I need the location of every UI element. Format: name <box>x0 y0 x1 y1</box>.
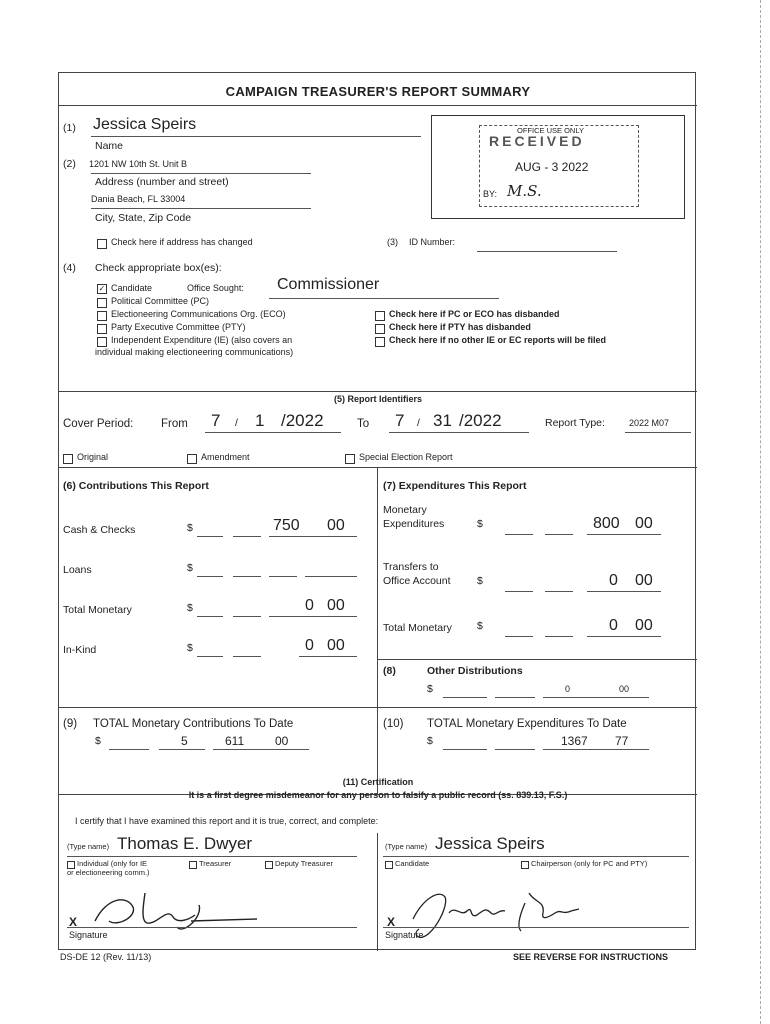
total-monetary-label: Total Monetary <box>63 604 132 616</box>
boxes-label: Check appropriate box(es): <box>95 262 222 274</box>
certification-header: (11) Certification <box>342 777 414 787</box>
form-title: CAMPAIGN TREASURER'S REPORT SUMMARY <box>225 84 531 99</box>
eco-checkbox[interactable] <box>97 311 107 321</box>
loans-label: Loans <box>63 564 92 576</box>
total-expenditures-label: Total Monetary <box>383 622 452 634</box>
to-slash: / <box>417 417 420 429</box>
item-number-1: (1) <box>63 122 76 134</box>
total-expenditures-cents: 00 <box>635 617 653 634</box>
cash-checks-cents: 00 <box>327 517 345 534</box>
from-label: From <box>161 418 188 430</box>
from-month: 7 <box>211 411 221 430</box>
office-sought-value: Commissioner <box>277 276 380 293</box>
total-contributions-label: TOTAL Monetary Contributions To Date <box>93 718 294 730</box>
report-type-label: Report Type: <box>545 417 605 429</box>
candidate-cert-label: Candidate <box>395 859 430 868</box>
candidate-checkbox[interactable]: ✓ <box>98 284 106 293</box>
cover-period-label: Cover Period: <box>63 418 134 430</box>
monetary-expenditures-amount: 800 <box>593 515 620 532</box>
total-monetary-amount: 0 <box>305 597 314 614</box>
treasurer-x-mark: X <box>69 915 78 929</box>
total-monetary-cents: 00 <box>327 597 345 614</box>
from-day: 1 <box>255 411 265 430</box>
monetary-expenditures-label-2: Expenditures <box>383 518 445 530</box>
deputy-treasurer-checkbox[interactable] <box>265 861 273 869</box>
office-sought-label: Office Sought: <box>187 283 244 293</box>
page-edge <box>760 0 762 1024</box>
office-use-label: OFFICE USE ONLY <box>517 126 584 135</box>
candidate-signer-name: Jessica Speirs <box>435 834 545 853</box>
in-kind-amount: 0 <box>305 637 314 654</box>
other-distributions-cents: 00 <box>619 684 630 694</box>
cash-checks-amount: 750 <box>273 517 300 534</box>
chairperson-checkbox[interactable] <box>521 861 529 869</box>
monetary-expenditures-dollar: $ <box>477 518 483 530</box>
contributions-header: (6) Contributions This Report <box>63 480 209 492</box>
to-year: /2022 <box>459 411 502 430</box>
treasurer-checkbox[interactable] <box>189 861 197 869</box>
address-label: Address (number and street) <box>95 176 229 188</box>
stamp-by-label: BY: <box>483 189 498 199</box>
total-contributions-amount: 611 <box>225 734 245 748</box>
no-other-label: Check here if no other IE or EC reports will be filed <box>389 335 607 345</box>
total-expenditures-number: (10) <box>383 718 404 730</box>
item-number-2: (2) <box>63 158 76 170</box>
in-kind-dollar: $ <box>187 642 193 654</box>
total-monetary-dollar: $ <box>187 602 193 614</box>
other-distributions-amount: 0 <box>565 684 571 694</box>
cash-dollar: $ <box>187 522 193 534</box>
to-day: 31 <box>433 411 452 430</box>
other-distributions-dollar: $ <box>427 683 433 695</box>
transfers-label-1: Transfers to <box>383 561 439 573</box>
loans-dollar: $ <box>187 562 193 574</box>
total-contributions-thousands: 5 <box>181 734 188 748</box>
certification-statement: I certify that I have examined this report and it is true, correct, and complete: <box>75 816 379 826</box>
total-contributions-dollar: $ <box>95 735 101 747</box>
from-slash: / <box>235 417 238 429</box>
individual-label-line2: or electioneering comm.) <box>67 868 150 877</box>
total-expenditures-to-date-dollar: $ <box>427 735 433 747</box>
pc-disbanded-checkbox[interactable] <box>375 311 385 321</box>
treasurer-name: Thomas E. Dwyer <box>117 834 253 853</box>
total-expenditures-to-date-cents: 77 <box>615 734 629 748</box>
pty-checkbox[interactable] <box>97 324 107 334</box>
in-kind-cents: 00 <box>327 637 345 654</box>
treasurer-label: Treasurer <box>199 859 232 868</box>
address-value: 1201 NW 10th St. Unit B <box>89 159 188 169</box>
candidate-signature <box>399 883 599 943</box>
transfers-dollar: $ <box>477 575 483 587</box>
expenditures-header: (7) Expenditures This Report <box>383 480 527 492</box>
report-form <box>58 72 696 950</box>
total-contributions-number: (9) <box>63 718 78 730</box>
original-checkbox[interactable] <box>63 454 73 464</box>
total-expenditures-dollar: $ <box>477 620 483 632</box>
total-contributions-cents: 00 <box>275 734 289 748</box>
eco-label: Electioneering Communications Org. (ECO) <box>111 309 286 319</box>
pc-label: Political Committee (PC) <box>111 296 210 306</box>
treasurer-signature-label: Signature <box>69 930 108 940</box>
pty-label: Party Executive Committee (PTY) <box>111 322 246 332</box>
cash-checks-label: Cash & Checks <box>63 524 136 536</box>
pty-disbanded-label: Check here if PTY has disbanded <box>389 322 531 332</box>
transfers-label-2: Office Account <box>383 575 451 587</box>
ie-label-line1: Independent Expenditure (IE) (also covers an <box>111 335 293 345</box>
pc-disbanded-label: Check here if PC or ECO has disbanded <box>389 309 560 319</box>
monetary-expenditures-cents: 00 <box>635 515 653 532</box>
total-expenditures-to-date-amount: 1367 <box>561 734 588 748</box>
amendment-label: Amendment <box>201 452 250 462</box>
city-value: Dania Beach, FL 33004 <box>91 194 186 204</box>
certification-warning: It is a first degree misdemeanor for any person to falsify a public record (ss. 839.13, F.S.) <box>188 790 568 800</box>
form-id: DS-DE 12 (Rev. 11/13) <box>60 952 152 962</box>
candidate-type-name-label: (Type name) <box>385 842 428 851</box>
candidate-x-mark: X <box>387 915 396 929</box>
to-month: 7 <box>395 411 405 430</box>
special-election-checkbox[interactable] <box>345 454 355 464</box>
in-kind-label: In-Kind <box>63 644 97 656</box>
other-distributions-number: (8) <box>383 665 396 677</box>
item-number-4: (4) <box>63 262 76 274</box>
id-number-label: ID Number: <box>409 237 456 247</box>
deputy-treasurer-label: Deputy Treasurer <box>275 859 333 868</box>
chairperson-label: Chairperson (only for PC and PTY) <box>531 859 648 868</box>
report-identifiers-header: (5) Report Identifiers <box>333 394 422 404</box>
candidate-name: Jessica Speirs <box>93 116 197 133</box>
city-label: City, State, Zip Code <box>95 212 192 224</box>
amendment-checkbox[interactable] <box>187 454 197 464</box>
received-text: RECEIVED <box>489 133 585 149</box>
item-number-3: (3) <box>387 237 398 247</box>
address-changed-checkbox[interactable] <box>97 239 107 249</box>
reverse-instructions: SEE REVERSE FOR INSTRUCTIONS <box>513 952 669 962</box>
to-label: To <box>357 418 370 430</box>
special-election-label: Special Election Report <box>359 452 453 462</box>
candidate-signature-label: Signature <box>385 930 424 940</box>
report-type-value: 2022 M07 <box>629 418 670 428</box>
other-distributions-label: Other Distributions <box>427 665 523 677</box>
candidate-cert-checkbox[interactable] <box>385 861 393 869</box>
pc-checkbox[interactable] <box>97 298 107 308</box>
transfers-amount: 0 <box>609 572 618 589</box>
total-expenditures-amount: 0 <box>609 617 618 634</box>
monetary-expenditures-label-1: Monetary <box>383 504 427 516</box>
candidate-label: Candidate <box>111 283 153 293</box>
treasurer-signature <box>87 887 267 937</box>
stamp-initials: M.S. <box>507 182 542 200</box>
ie-label-line2: individual making electioneering communications) <box>95 347 294 357</box>
transfers-cents: 00 <box>635 572 653 589</box>
pty-disbanded-checkbox[interactable] <box>375 324 385 334</box>
name-label: Name <box>95 140 124 152</box>
ie-checkbox[interactable] <box>97 337 107 347</box>
total-expenditures-to-date-label: TOTAL Monetary Expenditures To Date <box>427 718 627 730</box>
individual-label-line1: Individual (only for IE <box>77 859 148 868</box>
stamp-date: AUG - 3 2022 <box>515 160 589 174</box>
from-year: /2022 <box>281 411 324 430</box>
treasurer-type-name-label: (Type name) <box>67 842 110 851</box>
no-other-checkbox[interactable] <box>375 337 385 347</box>
address-changed-label: Check here if address has changed <box>111 237 253 247</box>
original-label: Original <box>77 452 109 462</box>
